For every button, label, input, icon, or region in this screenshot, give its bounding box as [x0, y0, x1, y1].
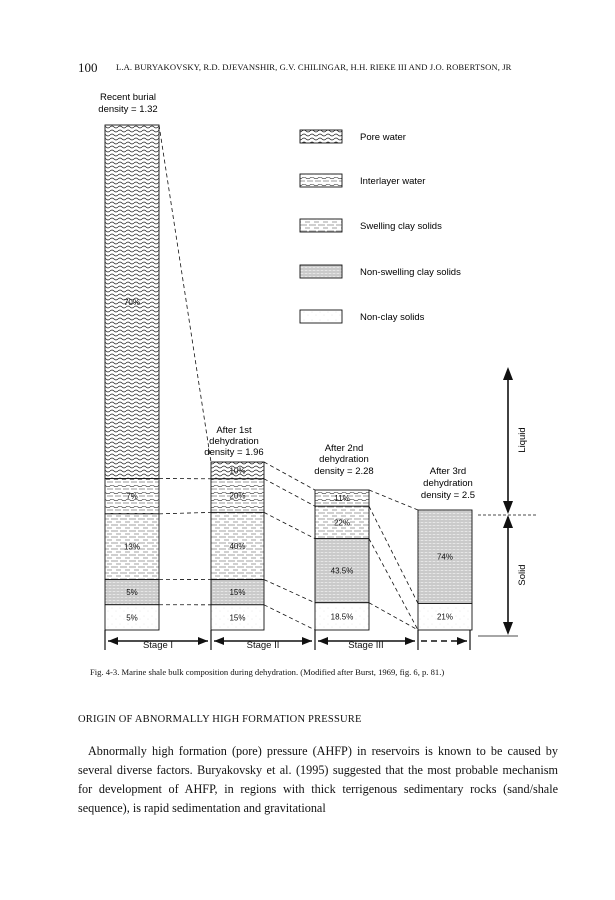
section-title: ORIGIN OF ABNORMALLY HIGH FORMATION PRESSURE — [78, 714, 362, 725]
value-label-0-2: 13% — [123, 542, 141, 552]
legend — [300, 130, 461, 323]
stage-iii-head-right — [405, 637, 415, 645]
legend-swelling-clay: Swelling clay solids — [360, 221, 442, 232]
legend-pore-water: Pore water — [360, 132, 406, 143]
legend-non-clay: Non-clay solids — [360, 312, 425, 323]
body-paragraph: Abnormally high formation (pore) pressure (AHFP) in reservoirs is known to be caused by several diverse factors. Buryakovsky et al. (1995) suggested that the most probable mechanism for development of AHFP, in regions with thick terrigenous sedimentary rocks (sand/shale sequence), is rapid sedimentation and gravitational — [78, 744, 558, 815]
value-label-1-1: 20% — [229, 491, 246, 501]
value-label-2-4: 18.5% — [330, 612, 354, 622]
stage2-label-line2: dehydration — [319, 454, 369, 465]
stage2-label-line1: After 2nd — [324, 443, 364, 454]
stage-iv-head-right — [457, 637, 467, 645]
legend-non-clay-swatch — [300, 310, 342, 323]
stage-ii-head-right — [302, 637, 312, 645]
stage0-label-line1: Recent burial — [100, 92, 156, 103]
connector-top-1 — [264, 462, 315, 490]
stage-i-label: Stage I — [142, 640, 174, 651]
value-label-0-0: 70% — [123, 297, 141, 307]
stacked-columns — [105, 125, 472, 630]
legend-non-swelling-clay: Non-swelling clay solids — [360, 267, 461, 278]
stage1-label-line3: density = 1.96 — [204, 447, 264, 458]
legend-swelling-clay-swatch — [300, 219, 342, 232]
value-label-1-3: 15% — [229, 588, 246, 598]
solid-arrow-head-down — [503, 622, 513, 635]
connector-top-0 — [159, 125, 211, 462]
liquid-arrow-head-up — [503, 367, 513, 380]
liquid-label: Liquid — [517, 427, 528, 453]
stage2-label-line3: density = 2.28 — [314, 466, 374, 477]
connector-top-2 — [369, 490, 418, 510]
connector-2-2 — [369, 603, 418, 630]
connector-0-1 — [159, 512, 211, 513]
page-header — [78, 60, 558, 76]
stage-iii-label: Stage III — [348, 640, 384, 651]
stage1-label-line1: After 1st — [216, 425, 252, 436]
connector-1-3 — [264, 605, 315, 630]
liquid-solid-axis — [478, 367, 536, 636]
composition-figure — [78, 85, 538, 660]
figure-caption: Fig. 4-3. Marine shale bulk composition during dehydration. (Modified after Burst, 1969, fig. 6, p. 81.) — [90, 667, 445, 677]
stage-i-head-left — [108, 637, 118, 645]
stage1-label-line2: dehydration — [209, 436, 259, 447]
liquid-arrow-head-down — [503, 501, 513, 514]
value-label-3-3: 74% — [436, 552, 454, 562]
legend-interlayer-water-swatch — [300, 174, 342, 187]
stage0-label-line2: density = 1.32 — [98, 104, 158, 115]
running-head-authors: L.A. BURYAKOVSKY, R.D. DJEVANSHIR, G.V. CHILINGAR, H.H. RIEKE III AND J.O. ROBERTSON, JR — [116, 62, 512, 72]
stage-arrows — [105, 630, 470, 651]
connector-1-1 — [264, 512, 315, 538]
stage3-label-line1: After 3rd — [429, 466, 467, 477]
connector-1-0 — [264, 479, 315, 506]
stage-iii-head-left — [318, 637, 328, 645]
stage-i-head-right — [198, 637, 208, 645]
value-label-1-0: 10% — [229, 466, 246, 476]
value-label-2-1: 11% — [334, 494, 350, 504]
connector-1-2 — [264, 580, 315, 603]
value-label-3-4: 21% — [436, 612, 454, 622]
value-label-0-1: 7% — [126, 492, 138, 502]
legend-interlayer-water: Interlayer water — [360, 176, 426, 187]
value-label-0-3: 5% — [126, 588, 138, 598]
value-label-1-4: 15% — [229, 613, 246, 623]
page-number: 100 — [78, 60, 98, 75]
value-label-2-3: 43.5% — [330, 566, 354, 576]
value-label-0-4: 5% — [126, 613, 138, 623]
stage-ii-head-left — [214, 637, 224, 645]
connector-lines — [159, 125, 418, 630]
legend-pore-water-swatch — [300, 130, 342, 143]
value-label-1-2: 40% — [229, 542, 246, 551]
value-label-2-2: 22% — [333, 518, 351, 528]
stage3-label-line2: dehydration — [423, 478, 473, 489]
stage-ii-label: Stage II — [246, 640, 280, 651]
value-labels — [124, 298, 453, 623]
solid-label: Solid — [517, 564, 528, 586]
legend-non-swelling-clay-swatch — [300, 265, 342, 278]
connector-2-0 — [369, 506, 418, 603]
stage3-label-line3: density = 2.5 — [420, 490, 476, 501]
